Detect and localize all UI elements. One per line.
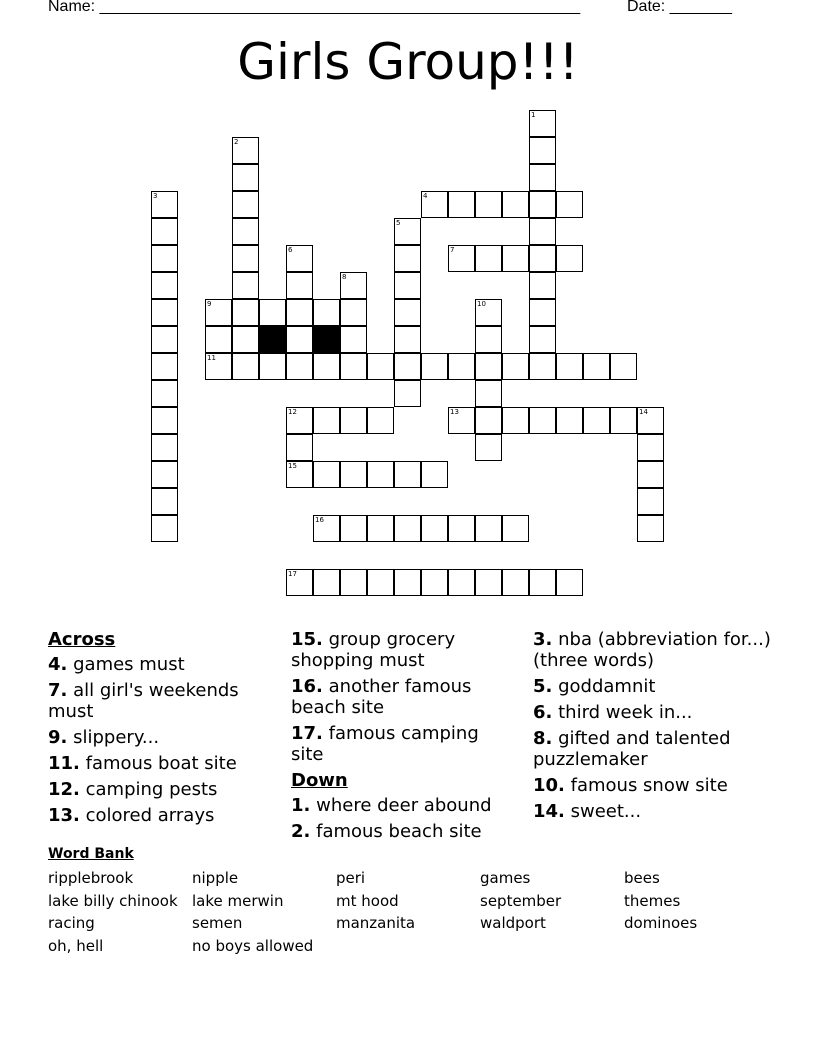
crossword-cell[interactable] <box>286 245 313 272</box>
crossword-cell[interactable] <box>232 191 259 218</box>
clue-text: camping pests <box>85 779 218 800</box>
clue-number-label: 12 <box>288 408 297 416</box>
word-bank-word: games <box>480 869 531 887</box>
clue-text: famous snow site <box>570 775 728 796</box>
crossword-cell[interactable] <box>394 326 421 353</box>
clue-across-13 <box>48 805 278 826</box>
down-heading: Down <box>291 770 348 791</box>
crossword-cell[interactable] <box>394 218 421 245</box>
crossword-cell[interactable] <box>475 191 502 218</box>
crossword-cell[interactable] <box>502 569 529 596</box>
crossword-cell[interactable] <box>232 299 259 326</box>
clue-number-label: 11 <box>207 354 216 362</box>
crossword-cell[interactable] <box>340 272 367 299</box>
clue-text: famous boat site <box>85 753 237 774</box>
page-title: Girls Group!!! <box>237 33 579 91</box>
clue-across-7 <box>48 680 278 722</box>
crossword-cell[interactable] <box>475 434 502 461</box>
clue-number: 8. <box>533 728 553 749</box>
date-field-line[interactable]: Date: _______ <box>627 0 732 15</box>
crossword-cell[interactable] <box>529 137 556 164</box>
clue-across-16 <box>291 676 516 718</box>
clue-number: 7. <box>48 680 68 701</box>
crossword-cell[interactable] <box>448 515 475 542</box>
clue-number: 3. <box>533 629 553 650</box>
crossword-cell[interactable] <box>637 434 664 461</box>
crossword-cell[interactable] <box>286 272 313 299</box>
clue-down-6 <box>533 702 783 723</box>
crossword-cell[interactable] <box>313 515 340 542</box>
crossword-cell[interactable] <box>529 353 556 380</box>
word-bank-word: racing <box>48 914 95 932</box>
crossword-cell[interactable] <box>340 299 367 326</box>
crossword-cell[interactable] <box>475 245 502 272</box>
clue-down-3 <box>533 629 783 671</box>
word-bank-word: manzanita <box>336 914 416 932</box>
crossword-cell[interactable] <box>421 515 448 542</box>
crossword-cell[interactable] <box>367 569 394 596</box>
clue-across-11 <box>48 753 278 774</box>
crossword-cell[interactable] <box>232 326 259 353</box>
clue-down-2 <box>291 821 516 842</box>
word-bank-word: mt hood <box>336 891 399 910</box>
clue-number: 9. <box>48 727 68 748</box>
crossword-cell[interactable] <box>151 434 178 461</box>
clue-number: 1. <box>291 795 311 816</box>
crossword-cell[interactable] <box>448 191 475 218</box>
crossword-cell[interactable] <box>394 380 421 407</box>
crossword-cell[interactable] <box>556 245 583 272</box>
clue-number-label: 4 <box>423 192 428 200</box>
crossword-cell[interactable] <box>313 407 340 434</box>
crossword-cell[interactable] <box>205 326 232 353</box>
blocked-cell <box>313 326 340 353</box>
clue-number: 16. <box>291 676 323 697</box>
clue-down-8 <box>533 728 783 770</box>
crossword-cell[interactable] <box>448 245 475 272</box>
clue-number-label: 14 <box>639 408 648 416</box>
crossword-cell[interactable] <box>502 515 529 542</box>
crossword-cell[interactable] <box>313 461 340 488</box>
clue-text: slippery... <box>73 727 160 748</box>
crossword-cell[interactable] <box>556 407 583 434</box>
clue-number: 15. <box>291 629 323 650</box>
clue-number-label: 7 <box>450 246 455 254</box>
crossword-cell[interactable] <box>394 245 421 272</box>
crossword-cell[interactable] <box>367 353 394 380</box>
clue-number-label: 6 <box>288 246 293 254</box>
clue-text: famous beach site <box>316 821 482 842</box>
clue-down-1 <box>291 795 516 816</box>
crossword-cell[interactable] <box>367 461 394 488</box>
crossword-cell[interactable] <box>502 407 529 434</box>
crossword-cell[interactable] <box>448 569 475 596</box>
clue-number-label: 13 <box>450 408 459 416</box>
crossword-cell[interactable] <box>151 515 178 542</box>
clue-text: group grocery shopping must <box>291 629 456 671</box>
clue-down-5 <box>533 676 783 697</box>
crossword-cell[interactable] <box>475 326 502 353</box>
crossword-cell[interactable] <box>583 353 610 380</box>
crossword-cell[interactable] <box>232 353 259 380</box>
crossword-cell[interactable] <box>529 245 556 272</box>
clue-down-10 <box>533 775 783 796</box>
crossword-cell[interactable] <box>421 191 448 218</box>
word-bank-word: themes <box>624 891 681 910</box>
crossword-cell[interactable] <box>529 569 556 596</box>
clue-across-4 <box>48 654 278 675</box>
crossword-cell[interactable] <box>232 137 259 164</box>
word-bank-word: lake merwin <box>192 891 284 910</box>
crossword-cell[interactable] <box>502 245 529 272</box>
clues-column-2 <box>291 629 516 847</box>
crossword-cell[interactable] <box>637 461 664 488</box>
crossword-cell[interactable] <box>448 407 475 434</box>
crossword-cell[interactable] <box>151 272 178 299</box>
crossword-cell[interactable] <box>367 515 394 542</box>
crossword-cell[interactable] <box>340 461 367 488</box>
clue-number-label: 3 <box>153 192 158 200</box>
clue-number-label: 8 <box>342 273 347 281</box>
clue-number-label: 1 <box>531 111 536 119</box>
crossword-cell[interactable] <box>475 299 502 326</box>
crossword-cell[interactable] <box>610 407 637 434</box>
word-bank-word: peri <box>336 869 366 887</box>
clue-number: 10. <box>533 775 565 796</box>
blocked-cell <box>259 326 286 353</box>
crossword-cell[interactable] <box>151 326 178 353</box>
crossword-cell[interactable] <box>637 515 664 542</box>
crossword-cell[interactable] <box>286 326 313 353</box>
crossword-cell[interactable] <box>475 407 502 434</box>
crossword-cell[interactable] <box>637 488 664 515</box>
crossword-cell[interactable] <box>637 407 664 434</box>
crossword-cell[interactable] <box>394 272 421 299</box>
crossword-cell[interactable] <box>475 380 502 407</box>
crossword-cell[interactable] <box>502 191 529 218</box>
crossword-cell[interactable] <box>232 164 259 191</box>
clue-across-12 <box>48 779 278 800</box>
clue-text: where deer abound <box>316 795 492 816</box>
word-bank-title: Word Bank <box>48 846 134 862</box>
clue-number: 14. <box>533 801 565 822</box>
crossword-cell[interactable] <box>421 569 448 596</box>
crossword-cell[interactable] <box>394 299 421 326</box>
crossword-cell[interactable] <box>502 353 529 380</box>
crossword-cell[interactable] <box>529 299 556 326</box>
crossword-cell[interactable] <box>151 245 178 272</box>
clue-text: games must <box>73 654 185 675</box>
clue-across-9 <box>48 727 278 748</box>
clue-number: 12. <box>48 779 80 800</box>
crossword-cell[interactable] <box>475 515 502 542</box>
crossword-cell[interactable] <box>394 461 421 488</box>
crossword-cell[interactable] <box>367 407 394 434</box>
crossword-cell[interactable] <box>313 353 340 380</box>
crossword-cell[interactable] <box>475 353 502 380</box>
word-bank-word: lake billy chinook <box>48 891 178 910</box>
crossword-cell[interactable] <box>151 299 178 326</box>
word-bank-word: oh, hell <box>48 936 104 955</box>
clue-number: 4. <box>48 654 68 675</box>
clue-number-label: 2 <box>234 138 239 146</box>
crossword-cell[interactable] <box>394 569 421 596</box>
crossword-cell[interactable] <box>286 353 313 380</box>
crossword-cell[interactable] <box>313 569 340 596</box>
crossword-cell[interactable] <box>151 353 178 380</box>
clue-down-14 <box>533 801 783 822</box>
crossword-cell[interactable] <box>610 353 637 380</box>
crossword-cell[interactable] <box>340 515 367 542</box>
crossword-cell[interactable] <box>340 569 367 596</box>
crossword-cell[interactable] <box>529 326 556 353</box>
crossword-cell[interactable] <box>556 191 583 218</box>
crossword-cell[interactable] <box>529 407 556 434</box>
crossword-cell[interactable] <box>529 191 556 218</box>
crossword-cell[interactable] <box>205 353 232 380</box>
clue-across-15 <box>291 629 516 671</box>
crossword-cell[interactable] <box>151 380 178 407</box>
crossword-cell[interactable] <box>529 164 556 191</box>
crossword-cell[interactable] <box>448 353 475 380</box>
clue-number-label: 9 <box>207 300 212 308</box>
clue-across-17 <box>291 723 516 765</box>
clue-number: 5. <box>533 676 553 697</box>
clue-number-label: 15 <box>288 462 297 470</box>
crossword-cell[interactable] <box>529 272 556 299</box>
clue-text: third week in... <box>558 702 693 723</box>
clue-text: nba (abbreviation for...) (three words) <box>533 629 771 671</box>
crossword-cell[interactable] <box>151 191 178 218</box>
crossword-cell[interactable] <box>556 353 583 380</box>
name-field-line[interactable]: Name: ______________________________________________________ <box>48 0 581 15</box>
word-bank-word: dominoes <box>624 914 698 932</box>
clues-column-3 <box>533 629 783 827</box>
clue-text: gifted and talented puzzlemaker <box>533 728 731 770</box>
crossword-cell[interactable] <box>232 272 259 299</box>
crossword-cell[interactable] <box>340 326 367 353</box>
crossword-cell[interactable] <box>151 461 178 488</box>
clue-number-label: 17 <box>288 570 297 578</box>
crossword-cell[interactable] <box>583 407 610 434</box>
word-bank-word: nipple <box>192 869 239 887</box>
crossword-cell[interactable] <box>394 515 421 542</box>
word-bank-word: september <box>480 891 562 910</box>
clue-number: 11. <box>48 753 80 774</box>
crossword-cell[interactable] <box>286 407 313 434</box>
across-heading: Across <box>48 629 116 650</box>
clue-text: colored arrays <box>85 805 215 826</box>
clue-text: sweet... <box>570 801 642 822</box>
crossword-cell[interactable] <box>232 245 259 272</box>
clue-text: all girl's weekends must <box>48 680 239 722</box>
crossword-cell[interactable] <box>421 353 448 380</box>
crossword-cell[interactable] <box>556 569 583 596</box>
crossword-cell[interactable] <box>286 434 313 461</box>
crossword-cell[interactable] <box>529 110 556 137</box>
clue-text: another famous beach site <box>291 676 472 718</box>
crossword-cell[interactable] <box>286 299 313 326</box>
crossword-cell[interactable] <box>421 461 448 488</box>
crossword-cell[interactable] <box>232 218 259 245</box>
crossword-cell[interactable] <box>475 569 502 596</box>
crossword-cell[interactable] <box>340 407 367 434</box>
word-bank-word: semen <box>192 914 243 932</box>
word-bank-word: bees <box>624 869 660 887</box>
crossword-cell[interactable] <box>394 353 421 380</box>
clue-text: goddamnit <box>558 676 656 697</box>
crossword-cell[interactable] <box>259 299 286 326</box>
crossword-cell[interactable] <box>205 299 232 326</box>
clues-column-1 <box>48 629 278 831</box>
clue-number-label: 16 <box>315 516 324 524</box>
crossword-cell[interactable] <box>259 353 286 380</box>
word-bank-word: waldport <box>480 914 546 932</box>
crossword-cell[interactable] <box>286 461 313 488</box>
clue-number: 2. <box>291 821 311 842</box>
clue-number-label: 5 <box>396 219 401 227</box>
clue-number-label: 10 <box>477 300 486 308</box>
word-bank-word: no boys allowed <box>192 936 314 955</box>
clue-number: 6. <box>533 702 553 723</box>
crossword-cell[interactable] <box>151 218 178 245</box>
crossword-cell[interactable] <box>151 488 178 515</box>
clue-text: famous camping site <box>291 723 479 765</box>
clue-number: 13. <box>48 805 80 826</box>
crossword-cell[interactable] <box>529 218 556 245</box>
clue-number: 17. <box>291 723 323 744</box>
crossword-cell[interactable] <box>286 569 313 596</box>
crossword-cell[interactable] <box>151 407 178 434</box>
crossword-cell[interactable] <box>313 299 340 326</box>
crossword-cell[interactable] <box>340 353 367 380</box>
word-bank-word: ripplebrook <box>48 869 134 887</box>
